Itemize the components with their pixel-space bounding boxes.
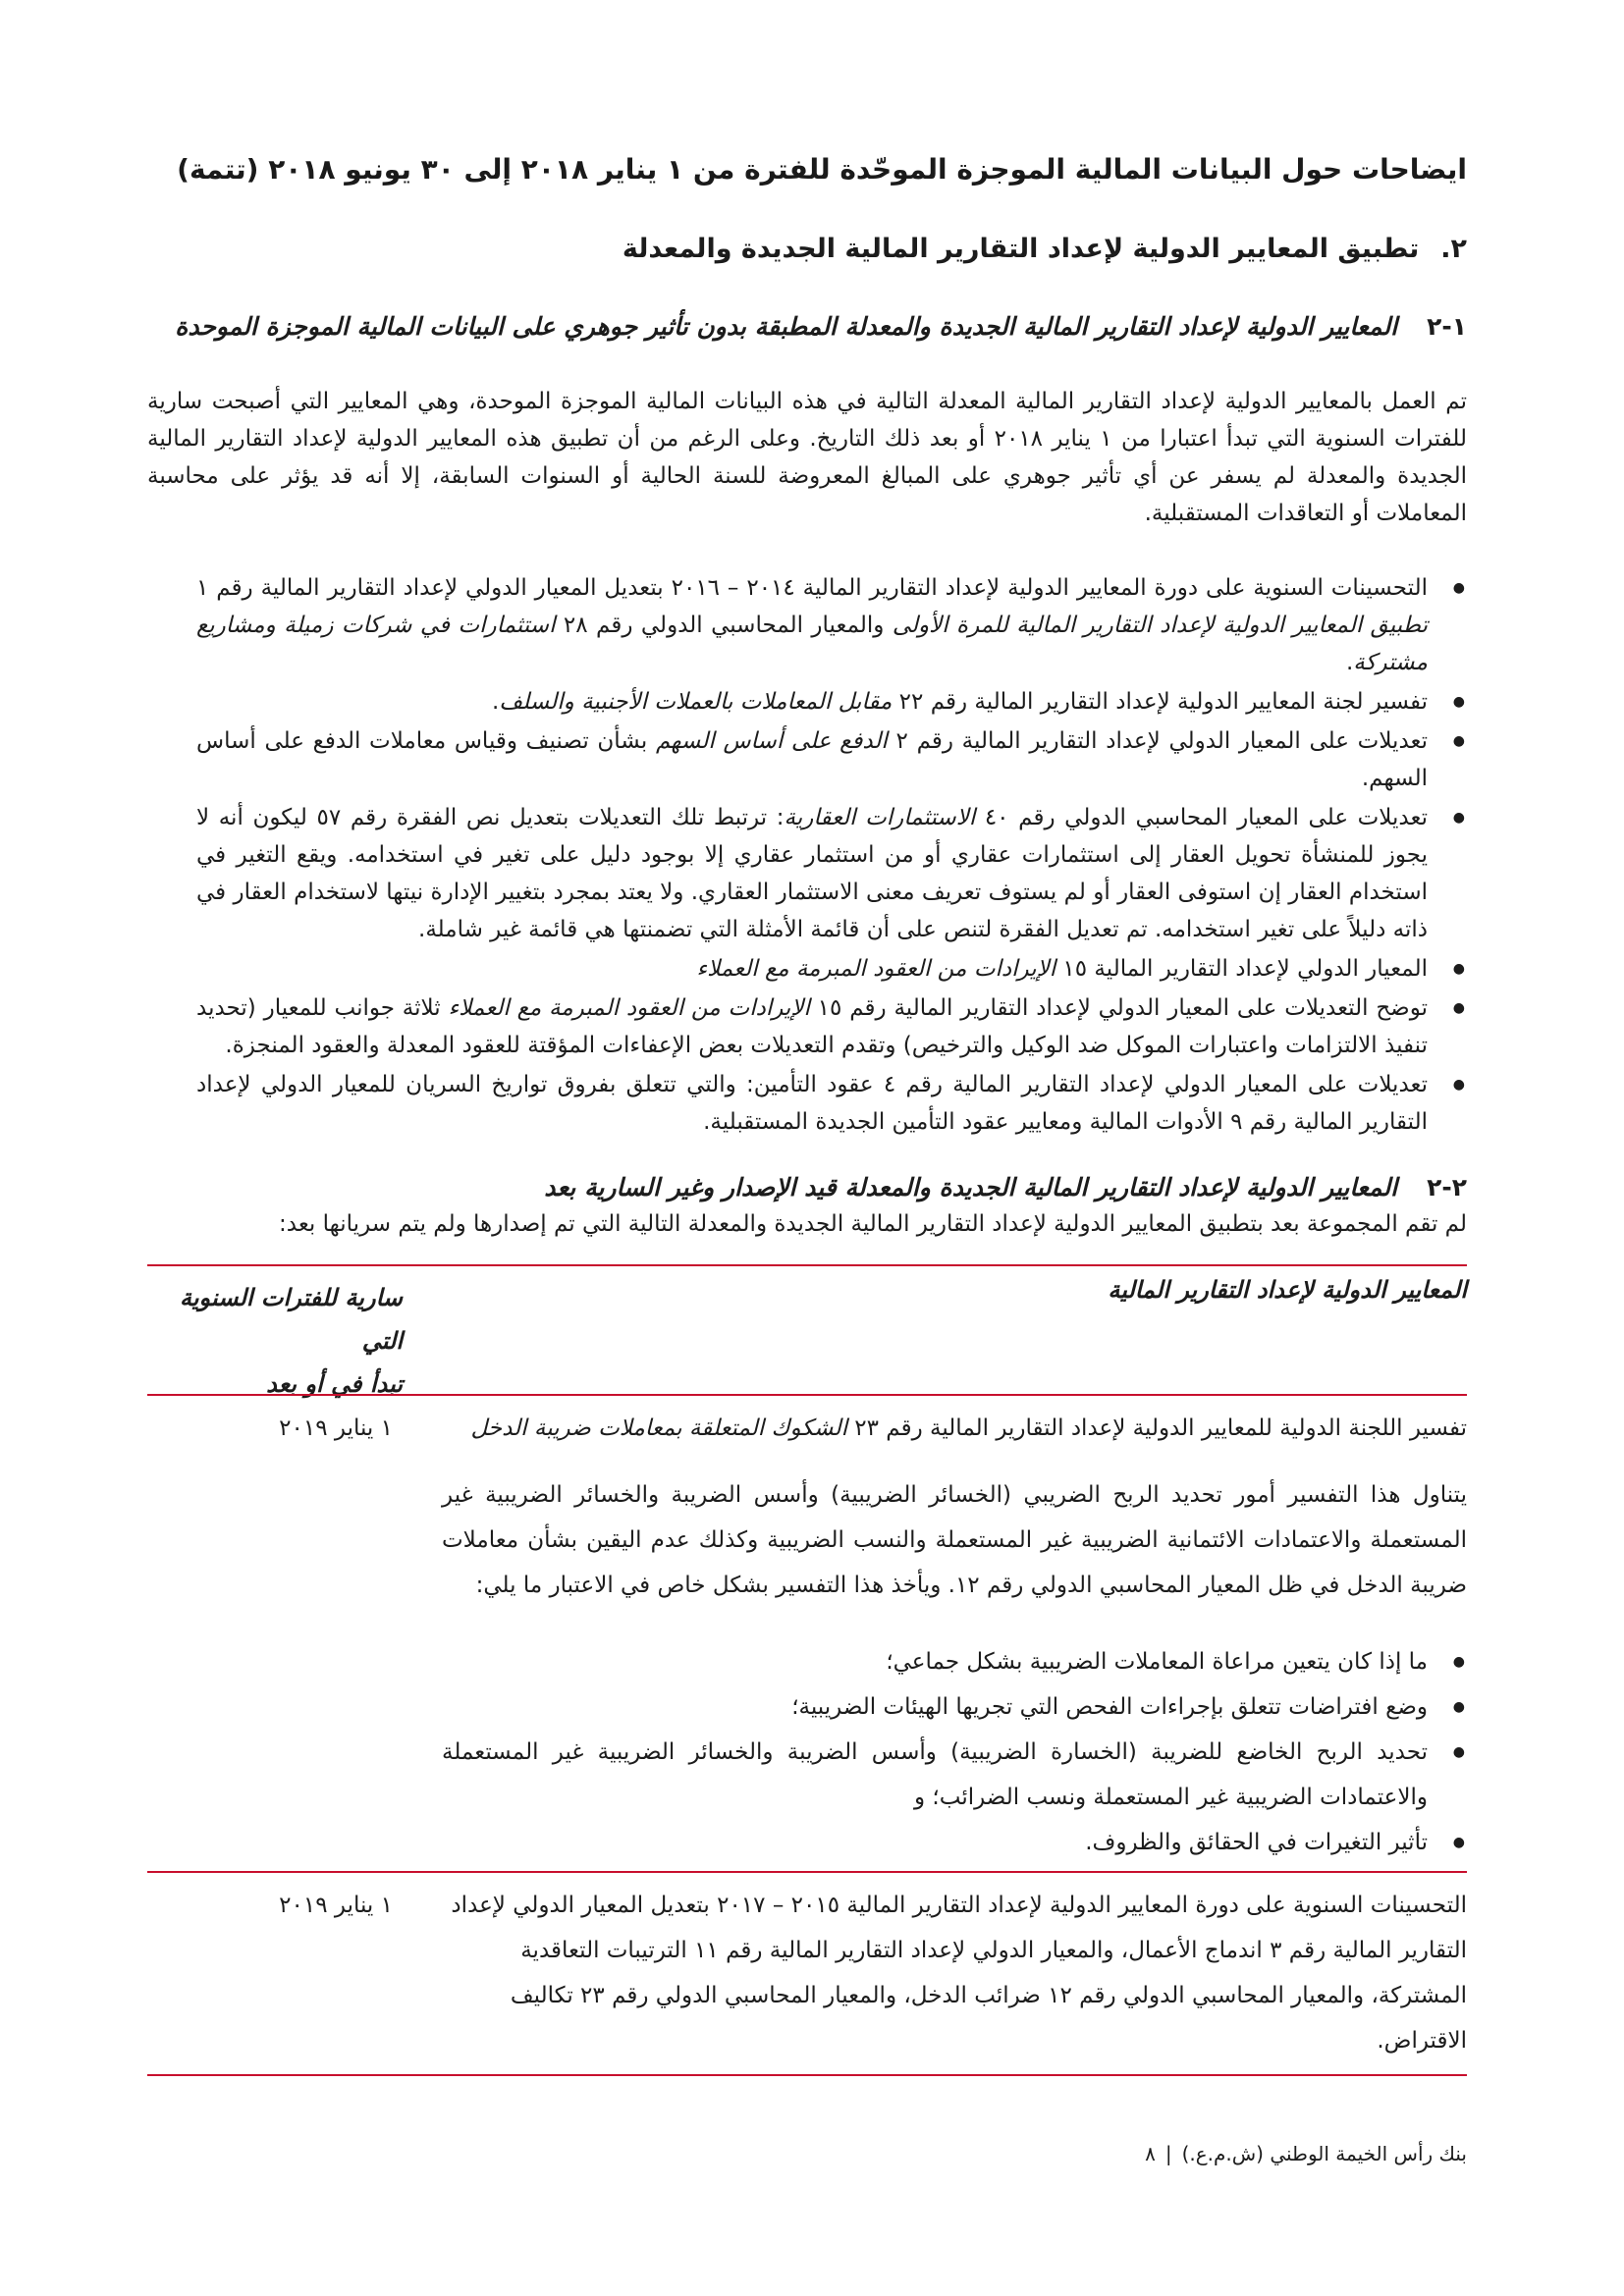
table-top-rule xyxy=(147,1264,1467,1266)
section-number: ٢. xyxy=(1440,234,1467,264)
list-item: ● تعديلات على المعيار الدولي لإعداد التقارير المالية رقم ٤ عقود التأمين: والتي تتعلق بفروق تواريخ السريان للمعيار الدولي لإعداد التقارير المالية رقم ٩ الأدوات المالية ومعايير عقود التأمين الجديدة المستقبلية. xyxy=(196,1066,1467,1141)
list-item: ● ما إذا كان يتعين مراعاة المعاملات الضريبية بشكل جماعي؛ xyxy=(442,1639,1467,1684)
table-row-rule xyxy=(147,1871,1467,1873)
list-item: ● تحديد الربح الخاضع للضريبة (الخسارة الضريبية) وأسس الضريبة والخسائر الضريبية غير المستعملة والاعتمادات الضريبية غير المستعملة ونسب الضرائب؛ و xyxy=(442,1730,1467,1820)
list-item: ● توضح التعديلات على المعيار الدولي لإعداد التقارير المالية رقم ١٥ الإيرادات من العقود المبرمة مع العملاء ثلاثة جوانب للمعيار (تحديد تنفيذ الالتزامات واعتبارات الموكل ضد الوكيل والترخيص) وتقدم التعديلات بعض الإعفاءات المؤقتة للعقود المعدلة والعقود المنجزة. xyxy=(196,989,1467,1064)
list-item: ● تأثير التغيرات في الحقائق والظروف. xyxy=(442,1820,1467,1865)
list-item: ● التحسينات السنوية على دورة المعايير الدولية لإعداد التقارير المالية ٢٠١٤ – ٢٠١٦ بتعديل المعيار الدولي لإعداد التقارير المالية رقم ١ تطبيق المعايير الدولية لإعداد التقارير المالية للمرة الأولى والمعيار المحاسبي الدولي رقم ٢٨ استثمارات في شركات زميلة ومشاريع مشتركة. xyxy=(196,569,1467,681)
row-effective-date: ١ يناير ٢٠١٩ xyxy=(279,1415,393,1441)
row-detail-list xyxy=(442,1639,1467,1865)
list-item: ● تفسير لجنة المعايير الدولية لإعداد التقارير المالية رقم ٢٢ مقابل المعاملات بالعملات الأجنبية والسلف. xyxy=(196,683,1467,721)
list-item: ● تعديلات على المعيار الدولي لإعداد التقارير المالية رقم ٢ الدفع على أساس السهم بشأن تصنيف وقياس معاملات الدفع على أساس السهم. xyxy=(196,722,1467,797)
list-item: ● وضع افتراضات تتعلق بإجراءات الفحص التي تجريها الهيئات الضريبية؛ xyxy=(442,1684,1467,1730)
subsection-number: ٢-٢ xyxy=(1427,1173,1467,1201)
list-item: ● المعيار الدولي لإعداد التقارير المالية ١٥ الإيرادات من العقود المبرمة مع العملاء xyxy=(196,950,1467,988)
document-page xyxy=(147,0,1467,2296)
row-standard: تفسير اللجنة الدولية للمعايير الدولية لإعداد التقارير المالية رقم ٢٣ الشكوك المتعلقة بمعاملات ضريبة الدخل xyxy=(470,1415,1467,1441)
table-bottom-rule xyxy=(147,2074,1467,2076)
row-standard: التحسينات السنوية على دورة المعايير الدولية لإعداد التقارير المالية ٢٠١٥ – ٢٠١٧ بتعديل المعيار الدولي لإعداد التقارير المالية رقم ٣ اندماج الأعمال، والمعيار الدولي لإعداد التقارير المالية رقم ١١ الترتيبات التعاقدية المشتركة، والمعيار المحاسبي الدولي رقم ١٢ ضرائب الدخل، والمعيار المحاسبي الدولي رقم ٢٣ تكاليف الاقتراض. xyxy=(451,1893,1467,2054)
row-effective-date: ١ يناير ٢٠١٩ xyxy=(279,1893,393,1918)
subsection-number: ١-٢ xyxy=(1427,312,1467,341)
subsection-heading-1 xyxy=(147,312,1467,341)
page-footer xyxy=(1145,2142,1467,2165)
amended-standards-list xyxy=(196,569,1467,1143)
page-title: ايضاحات حول البيانات المالية الموجزة الموحّدة للفترة من ١ يناير ٢٠١٨ إلى ٣٠ يونيو ٢٠١٨ (تتمة) xyxy=(177,153,1467,186)
subsection-title-text: المعايير الدولية لإعداد التقارير المالية الجديدة والمعدلة المطبقة بدون تأثير جوهري على البيانات المالية الموجزة الموحدة xyxy=(175,312,1398,341)
section-heading xyxy=(147,234,1467,264)
footer-bank-name: بنك رأس الخيمة الوطني (ش.م.ع.) xyxy=(1181,2142,1467,2165)
header-effective-date: سارية للفترات السنوية التي تبدأ في أو بعد xyxy=(180,1284,403,1398)
subsection-title-text: المعايير الدولية لإعداد التقارير المالية الجديدة والمعدلة قيد الإصدار وغير السارية بعد xyxy=(544,1173,1398,1201)
section-title-text: تطبيق المعايير الدولية لإعداد التقارير المالية الجديدة والمعدلة xyxy=(622,234,1420,264)
list-item: ● تعديلات على المعيار المحاسبي الدولي رقم ٤٠ الاستثمارات العقارية: ترتبط تلك التعديلات بتعديل نص الفقرة رقم ٥٧ ليكون أنه لا يجوز للمنشأة تحويل العقار إلى استثمارات عقاري أو من استثمار عقاري إلا بوجود دليل على تغير في استخدامه. ويقع التغير في استخدام العقار إن استوفى العقار أو لم يستوف تعريف معنى الاستثمار العقاري. ولا يعتد بمجرد بتغيير الإدارة نيتها لاستخدام العقار في ذاته دليلاً على تغير استخدامه. تم تعديل الفقرة لتنص على أن قائمة الأمثلة التي تضمنتها هي قائمة غير شاملة. xyxy=(196,799,1467,948)
row-detail-paragraph: يتناول هذا التفسير أمور تحديد الربح الضريبي (الخسائر الضريبية) وأسس الضريبة والخسائر الضريبية غير المستعملة والاعتمادات الائتمانية الضريبية غير المستعملة والنسب الضريبية وكذلك عدم اليقين بشأن معاملات ضريبة الدخل في ظل المعيار المحاسبي الدولي رقم ١٢. ويأخذ هذا التفسير بشكل خاص في الاعتبار ما يلي: xyxy=(442,1482,1467,1598)
footer-separator: | xyxy=(1164,2142,1172,2165)
table-header xyxy=(147,1276,1467,1398)
subsection-heading-2 xyxy=(147,1173,1467,1201)
header-standard: المعايير الدولية لإعداد التقارير المالية xyxy=(1108,1276,1467,1304)
intro-paragraph: تم العمل بالمعايير الدولية لإعداد التقارير المالية المعدلة التالية في هذه البيانات المالية الموجزة الموحدة، وهي المعايير التي أصبحت سارية للفترات السنوية التي تبدأ اعتبارا من ١ يناير ٢٠١٨ أو بعد ذلك التاريخ. وعلى الرغم من أن تطبيق هذه المعايير الدولية لإعداد التقارير المالية الجديدة والمعدلة لم يسفر عن أي تأثير جوهري على المبالغ المعروضة للسنة الحالية أو السنوات السابقة، إلا أنه قد يؤثر على محاسبة المعاملات أو التعاقدات المستقبلية. xyxy=(147,389,1467,526)
subsection-lead: لم تقم المجموعة بعد بتطبيق المعايير الدولية لإعداد التقارير المالية الجديدة والمعدلة التالية التي تم إصدارها ولم يتم سريانها بعد: xyxy=(279,1211,1467,1237)
page-number: ٨ xyxy=(1145,2142,1156,2165)
table-header-rule xyxy=(147,1394,1467,1396)
